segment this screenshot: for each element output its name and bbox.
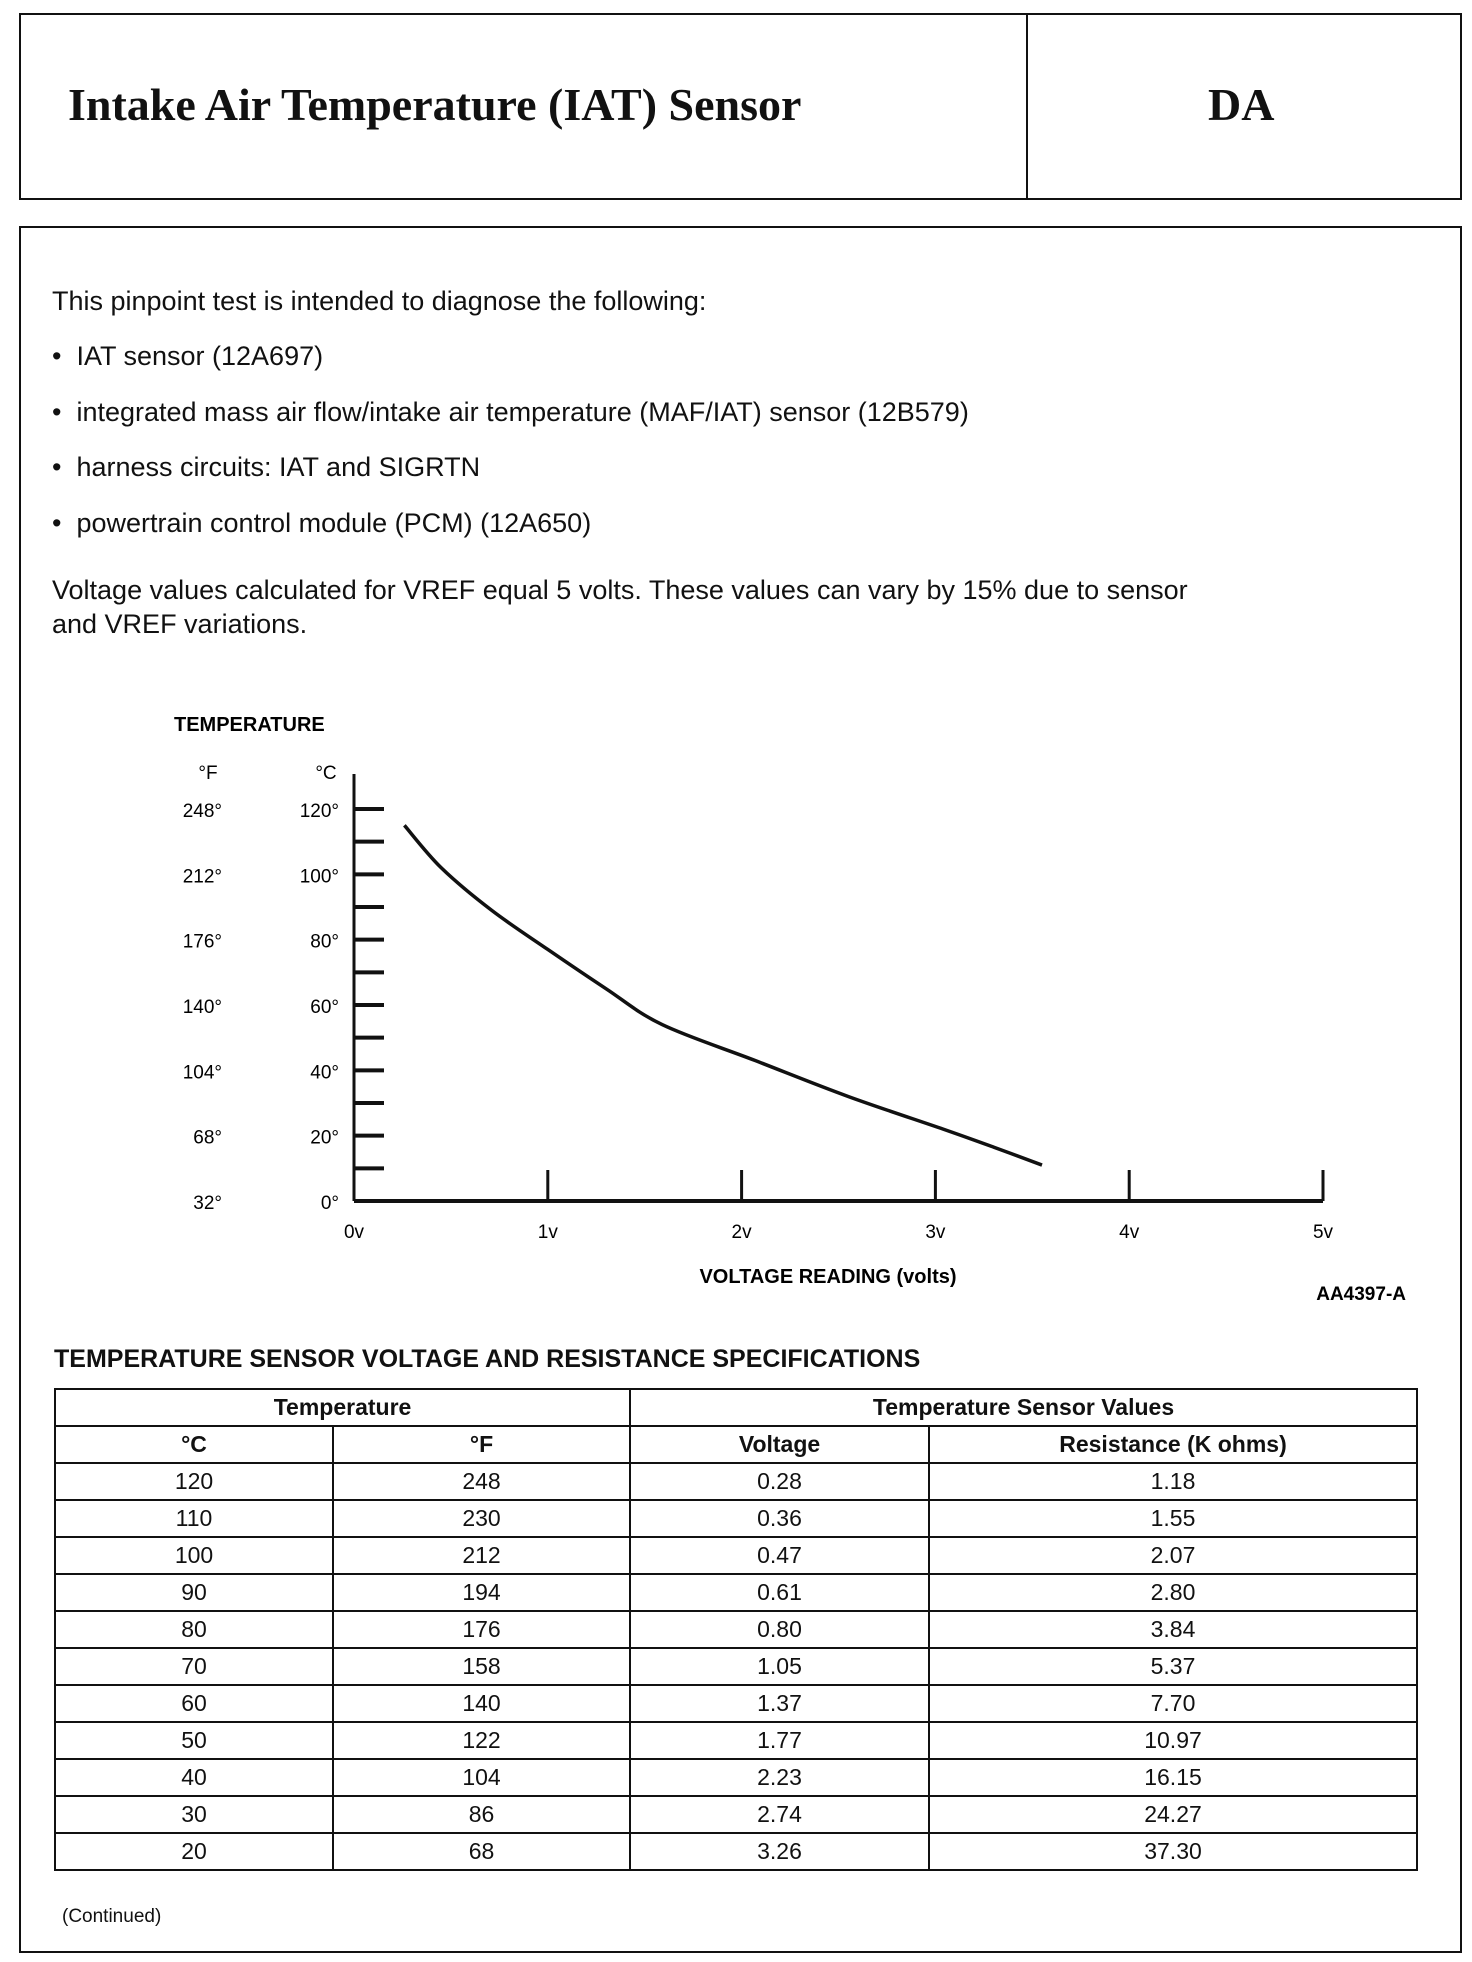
cell-voltage: 2.23 [630,1759,929,1796]
cell-voltage: 1.77 [630,1722,929,1759]
intro-text: This pinpoint test is intended to diagnose the following: [52,286,707,316]
chart-title: TEMPERATURE [174,714,325,736]
page-title: Intake Air Temperature (IAT) Sensor [68,79,802,130]
cell-resistance: 3.84 [929,1611,1417,1648]
list-item: • harness circuits: IAT and SIGRTN [52,452,481,482]
table-title: TEMPERATURE SENSOR VOLTAGE AND RESISTANCE SPECIFICATIONS [54,1345,921,1373]
cell-resistance: 5.37 [929,1648,1417,1685]
cell-fahrenheit: 212 [333,1537,630,1574]
y-label-f: °F [198,763,218,784]
bullet-text: powertrain control module (PCM) (12A650) [76,507,592,538]
continued-note: (Continued) [62,1906,162,1927]
cell-voltage: 0.47 [630,1537,929,1574]
group-header-temperature: Temperature [55,1389,630,1426]
cell-resistance: 7.70 [929,1685,1417,1722]
spec-table [54,1388,1418,1871]
table-row [55,1648,1417,1685]
cell-resistance: 2.80 [929,1574,1417,1611]
series-line [404,825,1042,1165]
cell-celsius: 100 [55,1537,333,1574]
x-tick-label: 3v [925,1222,946,1243]
table-row [55,1685,1417,1722]
x-tick-label: 5v [1312,1222,1334,1243]
y-tick-label-f: 212° [182,866,222,888]
bullet-text: IAT sensor (12A697) [76,341,324,371]
table-row [55,1722,1417,1759]
y-label-c: °C [315,763,337,784]
cell-voltage: 0.80 [630,1611,929,1648]
list-item: • integrated mass air flow/intake air temperature (MAF/IAT) sensor (12B579) [52,396,969,427]
y-tick-label-f: 68° [193,1127,222,1149]
table-row [55,1759,1417,1796]
y-tick-label-f: 248° [182,801,222,822]
cell-resistance: 1.55 [929,1500,1417,1537]
table-row [55,1574,1417,1611]
cell-fahrenheit: 248 [333,1463,630,1500]
header-resistance: Resistance (K ohms) [929,1426,1417,1463]
note-line-1: Voltage values calculated for VREF equal 5 volts. These values can vary by 15% due to sensor [52,575,1188,605]
cell-fahrenheit: 194 [333,1574,630,1611]
header-celsius: °C [55,1426,333,1463]
cell-fahrenheit: 86 [333,1796,630,1833]
x-tick-label: 4v [1119,1222,1140,1243]
cell-resistance: 37.30 [929,1833,1417,1870]
list-item: • powertrain control module (PCM) (12A650) [52,507,592,538]
y-tick-label-c: 100° [299,866,339,888]
cell-celsius: 90 [55,1574,333,1611]
cell-resistance: 10.97 [929,1722,1417,1759]
cell-fahrenheit: 68 [333,1833,630,1870]
table-row [55,1463,1417,1500]
cell-resistance: 1.18 [929,1463,1417,1500]
cell-celsius: 110 [55,1500,333,1537]
y-tick-label-c: 40° [310,1062,339,1084]
cell-resistance: 24.27 [929,1796,1417,1833]
cell-celsius: 120 [55,1463,333,1500]
bullet-text: harness circuits: IAT and SIGRTN [76,452,481,482]
figure-id: AA4397-A [1316,1284,1406,1305]
x-axis-label: VOLTAGE READING (volts) [699,1266,957,1288]
cell-resistance: 2.07 [929,1537,1417,1574]
y-tick-label-c: 120° [299,801,339,822]
list-item: • IAT sensor (12A697) [52,341,324,371]
cell-voltage: 0.61 [630,1574,929,1611]
cell-voltage: 0.36 [630,1500,929,1537]
group-header-sensor-values: Temperature Sensor Values [630,1389,1417,1426]
x-tick-label: 0v [343,1222,365,1243]
cell-fahrenheit: 122 [333,1722,630,1759]
cell-celsius: 30 [55,1796,333,1833]
table-group-header-row [55,1389,1417,1426]
cell-voltage: 1.05 [630,1648,929,1685]
y-tick-label-f: 176° [182,931,222,953]
bullet-text: integrated mass air flow/intake air temperature (MAF/IAT) sensor (12B579) [76,396,969,427]
note-line-2: and VREF variations. [52,609,308,639]
y-tick-label-c: 0° [320,1193,339,1214]
table-row [55,1796,1417,1833]
y-tick-label-c: 80° [310,931,339,953]
cell-resistance: 16.15 [929,1759,1417,1796]
header-fahrenheit: °F [333,1426,630,1463]
x-tick-label: 2v [731,1222,752,1243]
header-voltage: Voltage [630,1426,929,1463]
cell-voltage: 1.37 [630,1685,929,1722]
y-tick-label-f: 140° [182,997,222,1018]
y-tick-label-c: 60° [310,997,339,1018]
table-row [55,1537,1417,1574]
cell-fahrenheit: 176 [333,1611,630,1648]
table-row [55,1611,1417,1648]
cell-fahrenheit: 104 [333,1759,630,1796]
table-row [55,1500,1417,1537]
cell-celsius: 80 [55,1611,333,1648]
section-code: DA [1208,79,1275,130]
table-header-row [55,1426,1417,1463]
y-tick-label-c: 20° [310,1127,339,1149]
table-row [55,1833,1417,1870]
cell-voltage: 3.26 [630,1833,929,1870]
cell-celsius: 60 [55,1685,333,1722]
cell-voltage: 2.74 [630,1796,929,1833]
y-tick-label-f: 32° [193,1193,222,1214]
cell-celsius: 50 [55,1722,333,1759]
cell-celsius: 20 [55,1833,333,1870]
y-tick-label-f: 104° [182,1062,222,1084]
cell-celsius: 70 [55,1648,333,1685]
cell-fahrenheit: 140 [333,1685,630,1722]
cell-celsius: 40 [55,1759,333,1796]
cell-fahrenheit: 158 [333,1648,630,1685]
cell-voltage: 0.28 [630,1463,929,1500]
x-tick-label: 1v [537,1222,558,1243]
cell-fahrenheit: 230 [333,1500,630,1537]
